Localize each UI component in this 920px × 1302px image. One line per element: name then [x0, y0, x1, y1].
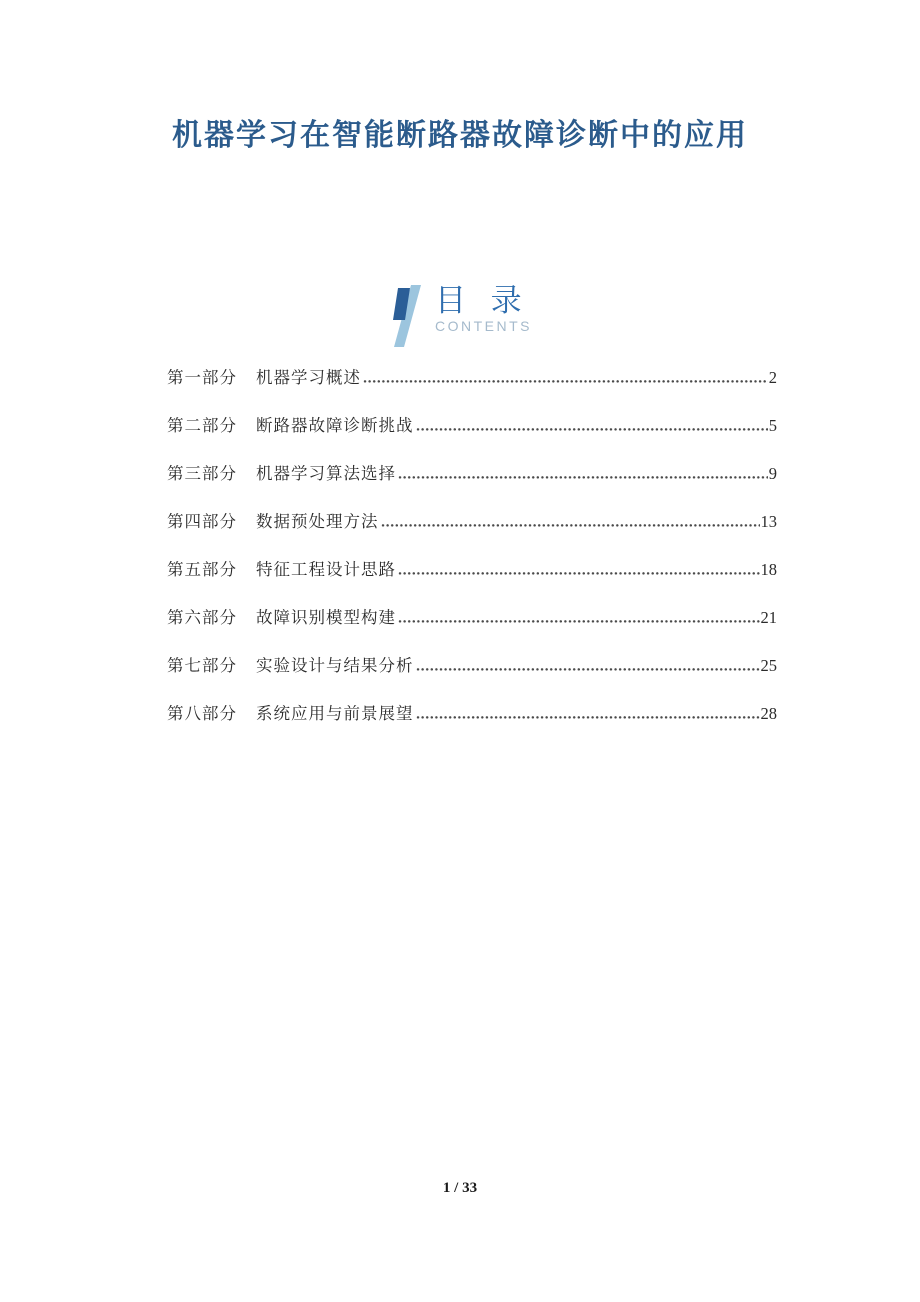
toc-page-number: 13: [760, 512, 777, 531]
toc-part-label: 第六部分: [167, 608, 237, 627]
contents-heading: 目 录: [435, 283, 524, 318]
toc-title-text: 故障识别模型构建: [256, 608, 396, 627]
toc-title-text: 数据预处理方法: [256, 512, 379, 531]
toc-title-text: 特征工程设计思路: [256, 560, 396, 579]
toc-part-label: 第四部分: [167, 512, 237, 531]
toc-title-text: 机器学习算法选择: [256, 464, 396, 483]
page-number-indicator: 1 / 33: [442, 1180, 478, 1196]
toc-title-text: 实验设计与结果分析: [256, 656, 414, 675]
toc-page-number: 2: [768, 368, 777, 387]
toc-entry-7[interactable]: [167, 652, 777, 674]
toc-dot-leader: [398, 463, 768, 479]
toc-title-text: 断路器故障诊断挑战: [256, 416, 414, 435]
toc-dot-leader: [398, 607, 760, 623]
toc-page-number: 18: [760, 560, 777, 579]
toc-part-label: 第八部分: [167, 704, 237, 723]
contents-header: [0, 284, 920, 348]
contents-subheading: CONTENTS: [435, 318, 532, 334]
toc-title-text: 机器学习概述: [256, 368, 361, 387]
toc-page-number: 9: [768, 464, 777, 483]
toc-entry-3[interactable]: [167, 460, 777, 482]
toc-part-label: 第七部分: [167, 656, 237, 675]
toc-dot-leader: [416, 655, 760, 671]
toc-part-label: 第一部分: [167, 368, 237, 387]
toc-title-text: 系统应用与前景展望: [256, 704, 414, 723]
toc-part-label: 第二部分: [167, 416, 237, 435]
toc-dot-leader: [416, 703, 760, 719]
toc-page-number: 25: [760, 656, 777, 675]
toc-page-number: 21: [760, 608, 777, 627]
toc-dot-leader: [363, 367, 768, 383]
toc-entry-5[interactable]: [167, 556, 777, 578]
toc-entry-6[interactable]: [167, 604, 777, 626]
toc-entry-4[interactable]: [167, 508, 777, 530]
contents-heading-block: [435, 284, 532, 334]
toc-dot-leader: [398, 559, 760, 575]
toc-page-number: 5: [768, 416, 777, 435]
toc-page-number: 28: [760, 704, 777, 723]
toc-entry-8[interactable]: [167, 700, 777, 722]
toc-dot-leader: [416, 415, 768, 431]
toc-part-label: 第三部分: [167, 464, 237, 483]
document-title: 机器学习在智能断路器故障诊断中的应用: [172, 119, 748, 152]
toc-entry-2[interactable]: [167, 412, 777, 434]
toc-dot-leader: [381, 511, 760, 527]
table-of-contents: [167, 364, 777, 748]
toc-part-label: 第五部分: [167, 560, 237, 579]
slanted-ribbon-icon: [388, 284, 428, 348]
toc-entry-1[interactable]: [167, 364, 777, 386]
